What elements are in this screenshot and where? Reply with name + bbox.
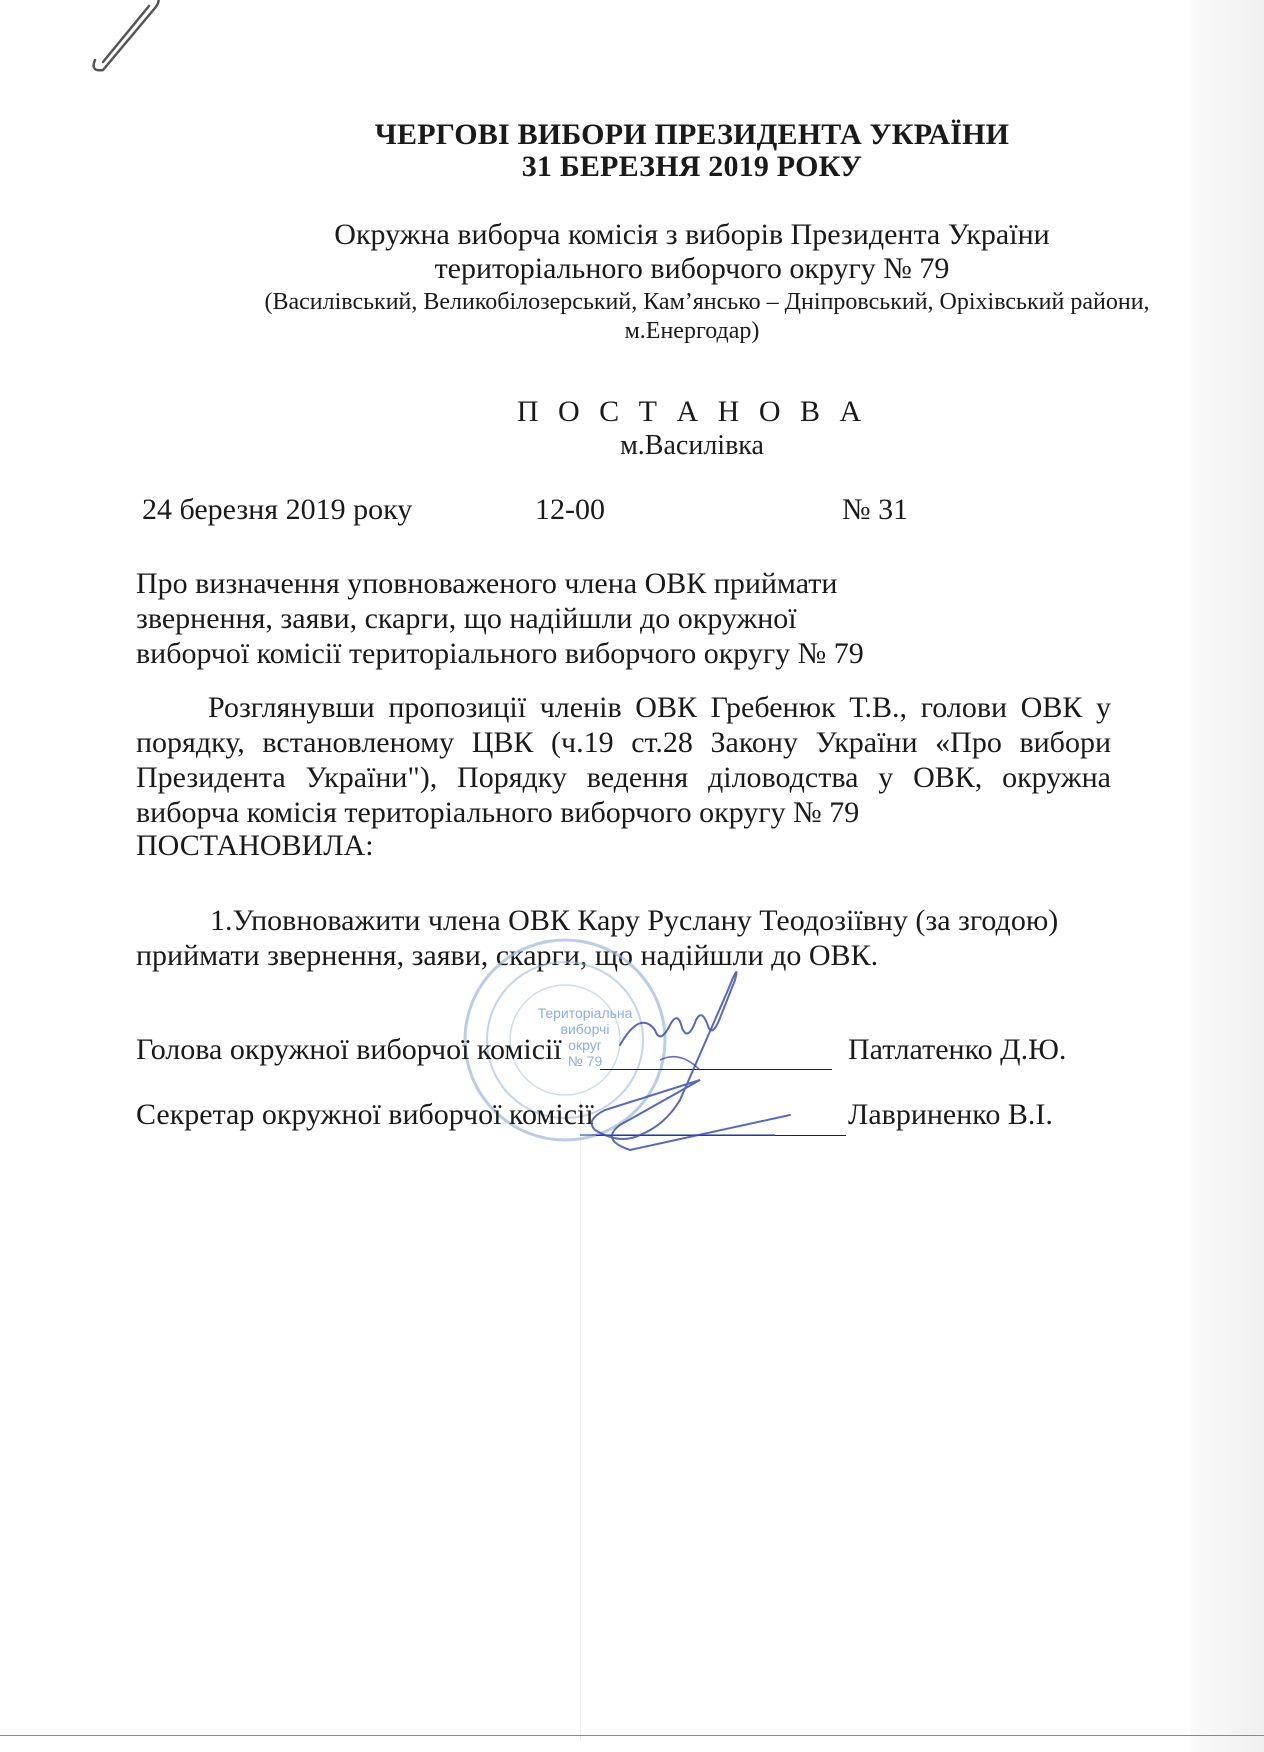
districts-list-continued: м.Енергодар) [624,318,760,344]
decree-number: № 31 [842,493,909,526]
decree-body [136,690,1111,830]
resolved-heading: ПОСТАНОВИЛА: [136,829,374,862]
scan-fold-line [580,1100,581,1740]
subject-line: Про визначення уповноваженого члена ОВК приймати [136,567,838,600]
head-name: Патлатенко Д.Ю. [848,1033,1067,1066]
decree-place: м.Василівка [620,430,764,461]
commission-name: Окружна виборча комісія з виборів Президента України [334,218,1050,251]
decree-title: П О С Т А Н О В А [516,395,868,428]
districts-list: (Василівський, Великобілозерський, Кам’янсько – Дніпровський, Оріхівський райони, [264,289,1150,315]
body-line: порядку, встановленому ЦВК (ч.19 ст.28 Закону України «Про вибори [136,726,1111,759]
election-title: ЧЕРГОВІ ВИБОРИ ПРЕЗИДЕНТА УКРАЇНИ [374,118,1010,151]
seal-text-line: виборчі [560,1021,610,1037]
scan-bottom-edge [0,1735,1264,1736]
seal-text-line: Територіальна [537,1005,633,1021]
subject-line: звернення, заяви, скарги, що надійшли до окружної [136,602,797,635]
item-line: 1.Уповноважити члена ОВК Кару Руслану Теодозіївну (за згодою) [210,904,1059,937]
body-line: Президента України"), Порядку ведення діловодства у ОВК, окружна [136,761,1111,794]
seal-text-line: № 79 [567,1053,603,1069]
secretary-name: Лавриненко В.І. [848,1098,1053,1131]
seal-text-line: округ [568,1037,602,1053]
paperclip-icon [85,0,175,80]
commission-district: територіального виборчого округу № 79 [434,252,950,285]
head-role: Голова окружної виборчої комісії [136,1033,562,1066]
handwritten-signature-icon [560,950,820,1180]
election-date-title: 31 БЕРЕЗНЯ 2019 РОКУ [521,150,863,183]
decree-time: 12-00 [535,493,605,526]
body-line: виборча комісія територіального виборчого округу № 79 [136,796,860,829]
decree-date: 24 березня 2019 року [142,493,413,526]
secretary-role: Секретар окружної виборчої комісії [136,1098,594,1131]
item-line: приймати звернення, заяви, скарги, що надійшли до ОВК. [136,939,879,972]
body-line: Розглянувши пропозиції членів ОВК Гребенюк Т.В., голови ОВК у [208,691,1111,724]
subject-line: виборчої комісії територіального виборчого округу № 79 [136,637,864,670]
decree-subject [136,566,936,671]
